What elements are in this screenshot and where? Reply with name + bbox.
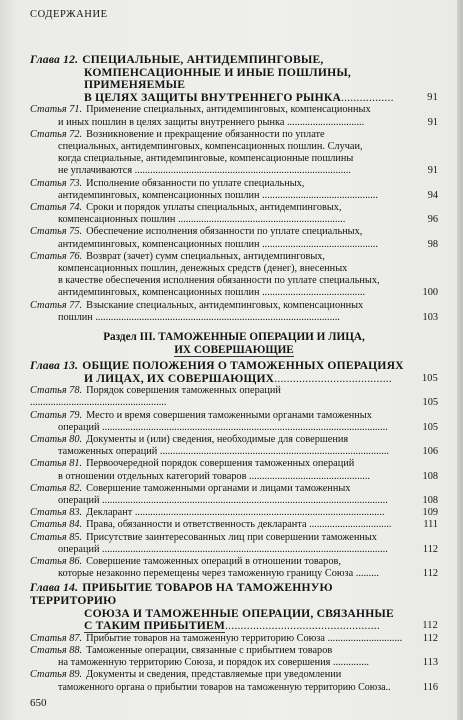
article-title-line: Место и время совершения таможенными органами таможенных [86,409,372,421]
article-78: Статья 78. Порядок совершения таможенных операций ..................................................... 105 [30,385,438,409]
article-label: Статья 82. [30,482,83,494]
article-72 [30,129,438,178]
article-85 [30,532,438,556]
chapter-title-line: В ЦЕЛЯХ ЗАЩИТЫ ВНУТРЕННЕГО РЫНКА................. [84,90,394,104]
article-title-line: не уплачиваются .................................................................................... [58,165,351,177]
page-ref: 105 [422,421,438,433]
article-71 [30,104,438,128]
article-title-line: Таможенные операции, связанные с прибытием товаров [86,645,333,657]
article-label: Статья 87. [30,632,83,644]
article-87: Статья 87. Прибытие товаров на таможенную территорию Союза ............................. 112 [30,632,438,644]
page-ref: 116 [422,681,438,693]
article-title-line: операций ............................................................................................................... [58,543,388,555]
article-73 [30,178,438,202]
article-title-line: Присутствие заинтересованных лиц при совершении таможенных [86,531,377,543]
page-ref: 98 [427,238,438,250]
article-title-line: таможенного органа о прибытии товаров на таможенную территорию Союза.. [58,681,391,693]
page-ref: 112 [422,568,438,580]
article-title-line: Документы и (или) сведения, необходимые для совершения [86,434,349,446]
article-83: Статья 83. Декларант ................................................................................................. 109 [30,507,438,519]
article-label: Статья 76. [30,250,83,262]
page-ref: 112 [422,543,438,555]
page-ref: 109 [422,507,438,519]
chapter-14-heading [30,582,438,632]
chapter-title-line: СПЕЦИАЛЬНЫЕ, АНТИДЕМПИНГОВЫЕ, [82,54,324,66]
article-title-line: таможенных операций ......................................................................................... [58,446,389,458]
page-ref: 105 [422,397,438,409]
page-ref: 91 [427,91,438,103]
chapter-label: Глава 13. [30,360,79,373]
article-82 [30,483,438,507]
article-title-line: Возникновение и прекращение обязанности по уплате [86,128,325,140]
page-number: 650 [30,697,47,709]
article-title-line: Сроки и порядок уплаты специальных, антидемпинговых, [86,202,342,213]
article-title-line: специальных, антидемпинговых, компенсационных пошлин. Случаи, [58,140,363,152]
article-79 [30,410,438,434]
article-title-line: Декларант [86,507,133,519]
page-ref: 108 [422,495,438,507]
article-title-line: Документы и сведения, представляемые при уведомлении [86,669,342,681]
chapter-label: Глава 12. [30,54,79,66]
article-89 [30,669,438,693]
chapter-label: Глава 14. [30,582,79,595]
article-title-line: в качестве обеспечения исполнения обязанности по уплате специальных, [58,275,380,287]
article-title-line: Первоочередной порядок совершения таможенных операций [86,458,355,470]
article-title-line: и иных пошлин в целях защиты внутреннего рынка .............................. [58,116,365,128]
article-label: Статья 75. [30,226,83,238]
article-title-line: операций ............................................................................................................... [58,421,388,433]
article-label: Статья 79. [30,409,83,421]
article-label: Статья 88. [30,645,83,657]
article-title-line: Применение специальных, антидемпинговых, компенсационных [86,104,371,116]
article-title-line: антидемпинговых, компенсационных пошлин ........................................ [58,287,366,299]
article-title-line: Обеспечение исполнения обязанности по уплате специальных, [86,226,363,238]
section-title-line: Раздел III. ТАМОЖЕННЫЕ ОПЕРАЦИИ И ЛИЦА, [103,331,365,344]
page-ref: 100 [422,287,438,299]
page-edge [457,0,463,720]
article-label: Статья 85. [30,531,83,543]
page-ref: 91 [427,116,438,128]
article-81 [30,458,438,482]
page-ref: 103 [422,311,438,323]
article-label: Статья 80. [30,434,83,446]
article-title-line: Совершение таможенных операций в отношении товаров, [86,556,341,568]
page-ref: 94 [427,189,438,201]
section-3-heading [30,331,438,357]
page-ref: 91 [427,165,438,177]
article-86 [30,556,438,580]
article-75 [30,226,438,250]
chapter-13-heading [30,360,438,385]
page-ref: 111 [423,519,438,531]
article-label: Статья 83. [30,507,83,519]
article-title-line: антидемпинговых, компенсационных пошлин ............................................. [58,189,378,201]
article-title-line: Права, обязанности и ответственность декларанта [86,519,307,531]
page-ref: 112 [422,632,438,644]
article-title-line: Возврат (зачет) сумм специальных, антидемпинговых, [86,250,325,262]
article-80 [30,434,438,458]
article-title-line: когда специальные, антидемпинговые, компенсационные пошлины [58,153,354,165]
article-title-line: операций ............................................................................................................... [58,495,388,507]
article-label: Статья 73. [30,177,83,189]
article-title-line: компенсационных пошлин, денежных средств (денег), внесенных [58,263,348,275]
article-label: Статья 72. [30,128,83,140]
article-88 [30,645,438,669]
article-title-line: Исполнение обязанности по уплате специальных, [86,177,305,189]
article-title-line: Прибытие товаров на таможенную территорию Союза [86,632,325,644]
running-head: СОДЕРЖАНИЕ [30,9,108,20]
page-ref: 112 [422,620,438,632]
article-label: Статья 71. [30,104,83,116]
page-ref: 106 [422,446,438,458]
article-label: Статья 74. [30,202,83,213]
article-76 [30,251,438,300]
article-label: Статья 77. [30,299,83,311]
page-ref: 105 [421,372,438,384]
article-77 [30,300,438,324]
page-ref: 113 [422,657,438,669]
chapter-title-line: ОБЩИЕ ПОЛОЖЕНИЯ О ТАМОЖЕННЫХ ОПЕРАЦИЯХ [82,360,404,373]
chapter-title-line: ПРИБЫТИЕ ТОВАРОВ НА ТАМОЖЕННУЮ ТЕРРИТОРИЮ [30,582,333,608]
chapter-12-heading [30,54,438,104]
section-title-line: ИХ СОВЕРШАЮЩИЕ [174,344,294,357]
article-label: Статья 86. [30,556,83,568]
article-title-line: Совершение таможенными органами и лицами таможенных [86,482,351,494]
article-74 [30,202,438,226]
chapter-title-line: С ТАКИМ ПРИБЫТИЕМ.................................................. [84,619,380,633]
article-title-line: в отношении отдельных категорий товаров ............................................... [58,470,370,482]
article-title-line: Взыскание специальных, антидемпинговых, компенсационных [86,299,364,311]
article-label: Статья 78. [30,385,83,397]
article-title-line: антидемпинговых, компенсационных пошлин ............................................. [58,238,378,250]
table-of-contents [30,54,438,694]
article-label: Статья 89. [30,669,83,681]
chapter-title-line: КОМПЕНСАЦИОННЫЕ И ИНЫЕ ПОШЛИНЫ, ПРИМЕНЯЕМЫЕ [84,65,352,92]
chapter-title-line: СОЮЗА И ТАМОЖЕННЫЕ ОПЕРАЦИИ, СВЯЗАННЫЕ [84,606,394,620]
article-title-line: на таможенную территорию Союза, и порядок их совершения .............. [58,657,369,669]
page-ref: 108 [422,470,438,482]
article-label: Статья 84. [30,519,83,531]
chapter-title-line: И ЛИЦАХ, ИХ СОВЕРШАЮЩИХ...................................... [84,371,392,385]
article-title-line: компенсационных пошлин ................................................................. [58,214,346,226]
article-label: Статья 81. [30,458,83,470]
article-84: Статья 84. Права, обязанности и ответственность декларанта ................................ 111 [30,519,438,531]
article-title-line: Порядок совершения таможенных операций [86,385,281,397]
page-ref: 96 [427,214,438,226]
article-title-line: пошлин ............................................................................................... [58,311,340,323]
article-title-line: которые незаконно перемещены через таможенную границу Союза ......... [58,568,379,580]
